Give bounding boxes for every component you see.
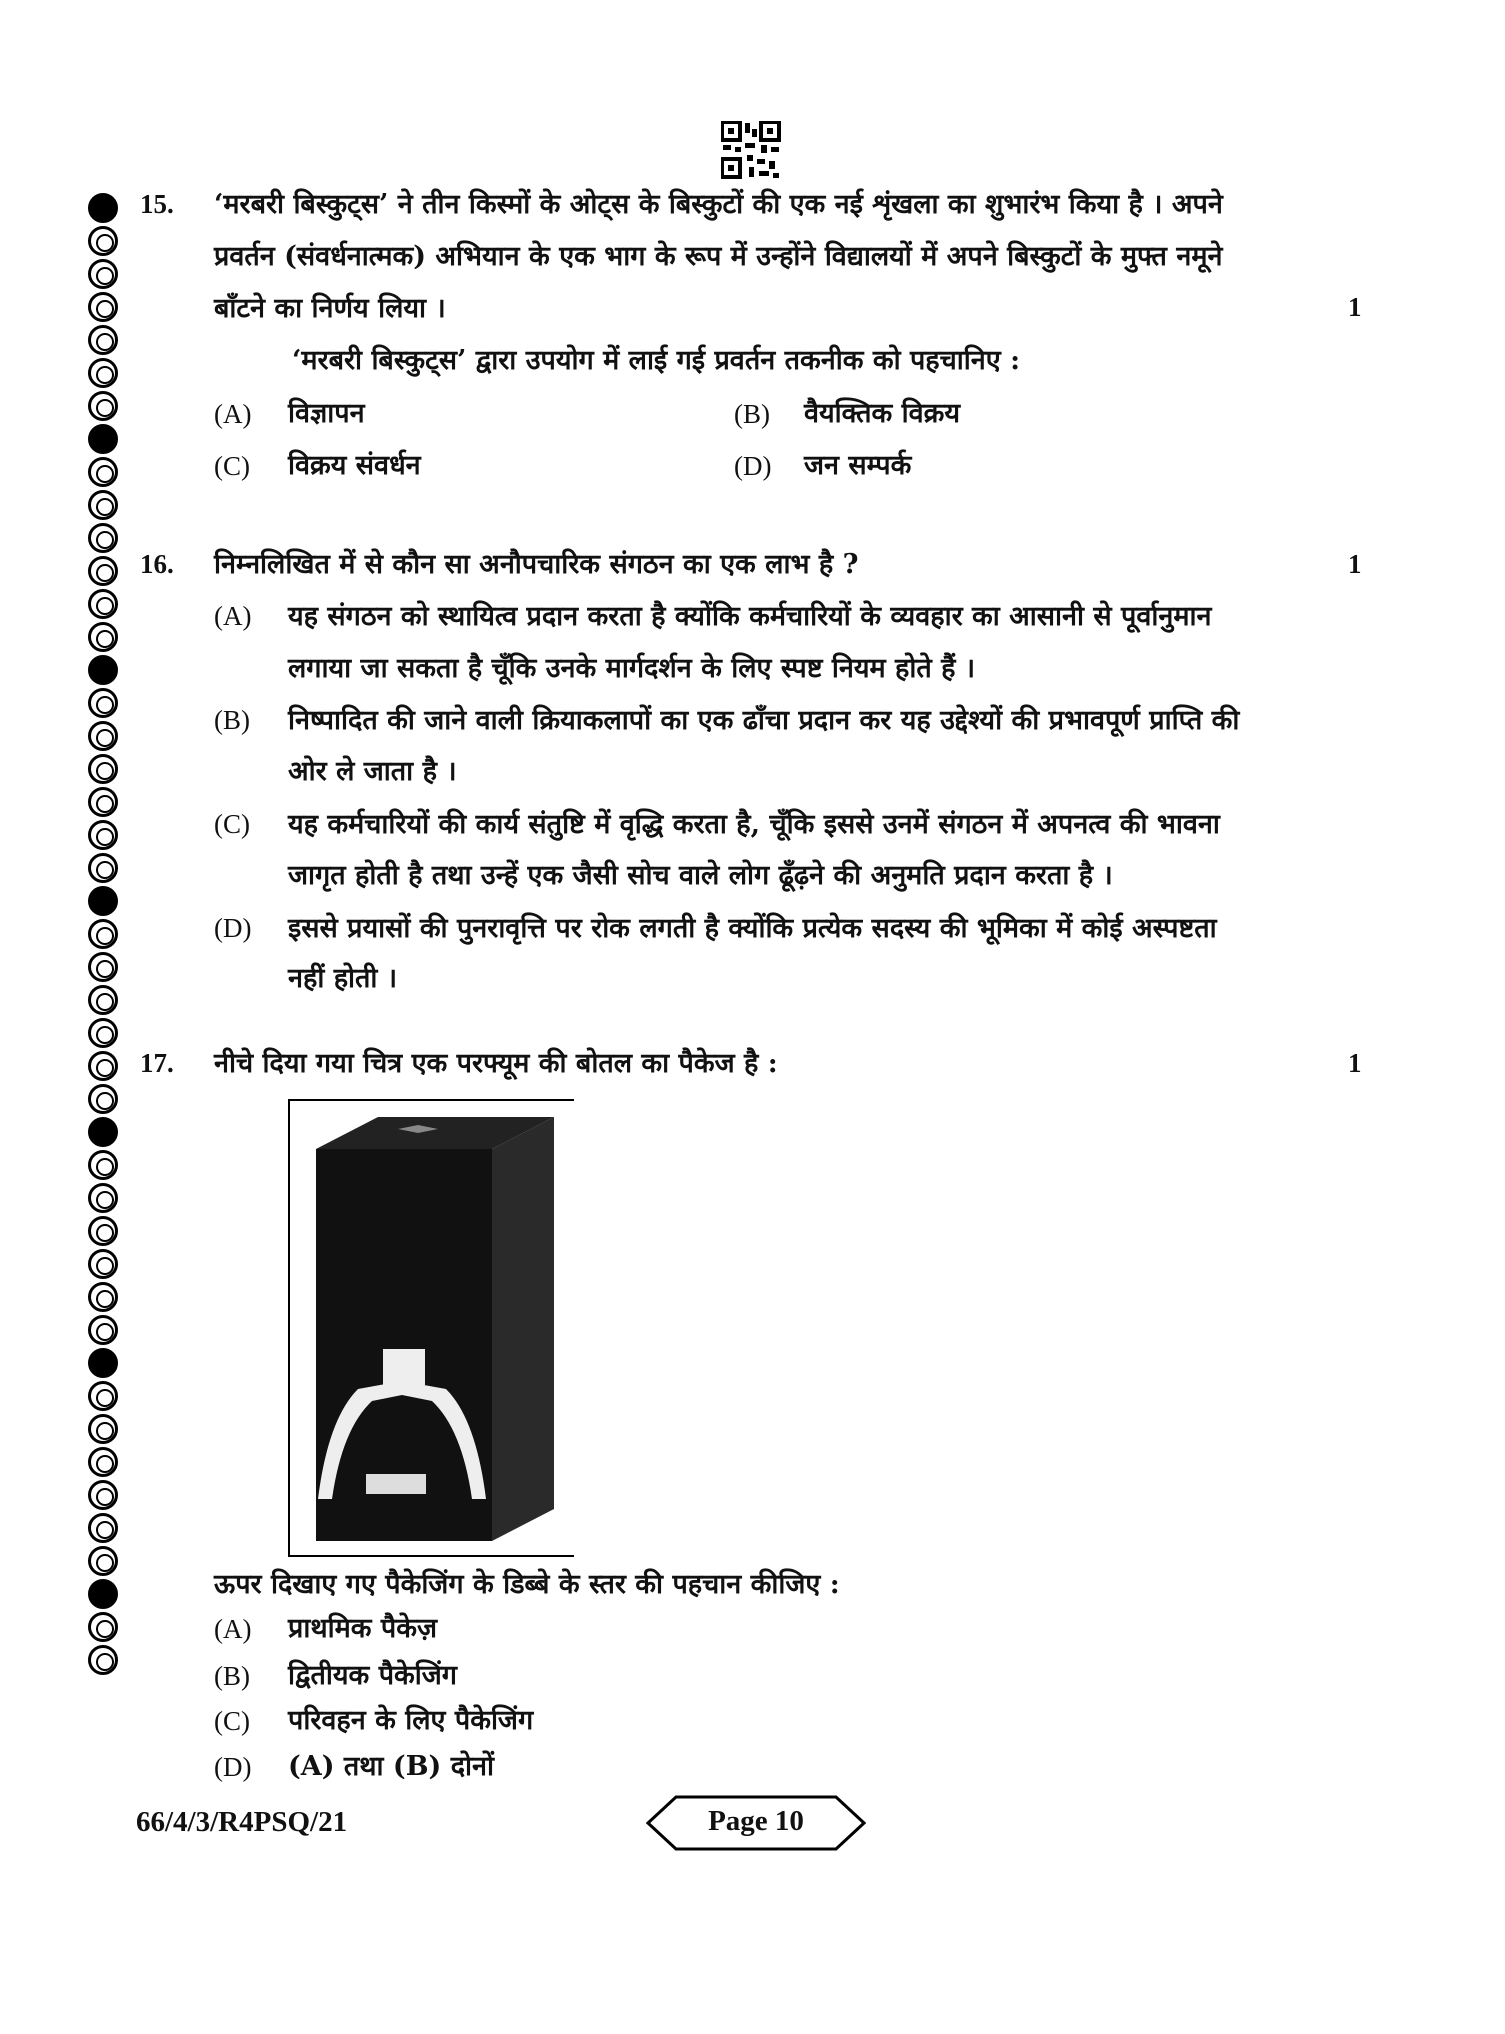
option-text: विज्ञापन [288,398,365,429]
marks: 1 [1348,1048,1362,1078]
border-circles [88,190,128,1678]
border-circle-icon [88,1018,118,1048]
option-text: इससे प्रयासों की पुनरावृत्ति पर रोक लगती है क्योंकि प्रत्येक सदस्य की भूमिका में कोई अस्पष्टता [288,913,1217,944]
border-circle-icon [88,1150,118,1180]
border-circle-icon [88,886,118,916]
option-text: जागृत होती है तथा उन्हें एक जैसी सोच वाले लोग ढूँढ़ने की अनुमति प्रदान करता है । [288,860,1113,891]
border-circle-icon [88,655,118,685]
question-text-line: प्रवर्तन (संवर्धनात्मक) अभियान के एक भाग के रूप में उन्होंने विद्यालयों में अपने बिस्कुटों के मुफ्त नमूने [214,241,1223,272]
border-circle-icon [88,1249,118,1279]
border-circle-icon [88,1645,118,1675]
option-label: (D) [214,913,252,943]
border-circle-icon [88,292,118,322]
option-label: (A) [214,601,252,631]
border-circle-icon [88,193,118,223]
page-number: Page 10 [708,1805,804,1837]
border-circle-icon [88,523,118,553]
marks: 1 [1348,292,1362,322]
border-circle-icon [88,622,118,652]
marks: 1 [1348,549,1362,579]
border-circle-icon [88,985,118,1015]
border-circle-icon [88,1612,118,1642]
option-text: परिवहन के लिए पैकेजिंग [288,1705,534,1736]
border-circle-icon [88,952,118,982]
option-text: द्वितीयक पैकेजिंग [288,1660,457,1691]
option-text: जन सम्पर्क [804,450,912,481]
border-circle-icon [88,1216,118,1246]
question-number: 15. [140,189,174,219]
border-circle-icon [88,490,118,520]
option-label: (C) [214,809,250,839]
border-circle-icon [88,424,118,454]
option-text: वैयक्तिक विक्रय [804,398,961,429]
border-circle-icon [88,1117,118,1147]
option-text: लगाया जा सकता है चूँकि उनके मार्गदर्शन के लिए स्पष्ट नियम होते हैं । [288,653,976,684]
border-circle-icon [88,556,118,586]
border-circle-icon [88,1513,118,1543]
question-prompt: ऊपर दिखाए गए पैकेजिंग के डिब्बे के स्तर की पहचान कीजिए : [214,1569,840,1600]
border-circle-icon [88,1348,118,1378]
paper-code: 66/4/3/R4PSQ/21 [136,1806,348,1838]
border-circle-icon [88,1480,118,1510]
option-text: (A) तथा (B) दोनों [288,1751,495,1782]
border-circle-icon [88,1183,118,1213]
border-circle-icon [88,1546,118,1576]
option-label: (D) [214,1752,252,1782]
border-circle-icon [88,1414,118,1444]
border-circle-icon [88,1315,118,1345]
border-circle-icon [88,226,118,256]
option-label: (A) [214,1614,252,1644]
question-text-line: बाँटने का निर्णय लिया । [214,293,446,324]
border-circle-icon [88,1579,118,1609]
question-number: 17. [140,1048,174,1078]
question-stem: नीचे दिया गया चित्र एक परफ्यूम की बोतल का पैकेज है : [214,1048,778,1079]
border-circle-icon [88,259,118,289]
border-circle-icon [88,1282,118,1312]
question-stem: निम्नलिखित में से कौन सा अनौपचारिक संगठन का एक लाभ है ? [214,549,859,580]
question-number: 16. [140,549,174,579]
border-circle-icon [88,358,118,388]
option-label: (A) [214,399,252,429]
option-text: प्राथमिक पैकेज़ [288,1613,437,1644]
option-text: ओर ले जाता है । [288,756,457,787]
border-circle-icon [88,391,118,421]
question-prompt: ‘मरबरी बिस्कुट्स’ द्वारा उपयोग में लाई गई प्रवर्तन तकनीक को पहचानिए : [292,345,1021,376]
option-text: यह कर्मचारियों की कार्य संतुष्टि में वृद्धि करता है, चूँकि इससे उनमें संगठन में अपनत्व की भावना [288,809,1220,840]
option-label: (B) [214,1661,250,1691]
border-circle-icon [88,589,118,619]
qr-code [721,121,781,179]
border-circle-icon [88,820,118,850]
border-circle-icon [88,1051,118,1081]
border-circle-icon [88,919,118,949]
option-label: (B) [734,399,770,429]
border-circle-icon [88,457,118,487]
option-text: निष्पादित की जाने वाली क्रियाकलापों का एक ढाँचा प्रदान कर यह उद्देश्यों की प्रभावपूर्ण प्राप्ति की [288,705,1240,736]
border-circle-icon [88,721,118,751]
option-text: यह संगठन को स्थायित्व प्रदान करता है क्योंकि कर्मचारियों के व्यवहार का आसानी से पूर्वानुमान [288,601,1212,632]
question-text-line: ‘मरबरी बिस्कुट्स’ ने तीन किस्मों के ओट्स के बिस्कुटों की एक नई शृंखला का शुभारंभ किया है । अपने [214,189,1223,220]
option-label: (D) [734,451,772,481]
border-circle-icon [88,754,118,784]
border-circle-icon [88,1447,118,1477]
option-label: (C) [214,451,250,481]
border-circle-icon [88,1084,118,1114]
option-text: नहीं होती । [288,963,398,994]
border-circle-icon [88,325,118,355]
option-text: विक्रय संवर्धन [288,450,421,481]
page-number-badge [646,1794,866,1852]
border-circle-icon [88,853,118,883]
perfume-package-image [288,1099,574,1557]
border-circle-icon [88,1381,118,1411]
option-label: (B) [214,705,250,735]
border-circle-icon [88,787,118,817]
option-label: (C) [214,1706,250,1736]
border-circle-icon [88,688,118,718]
